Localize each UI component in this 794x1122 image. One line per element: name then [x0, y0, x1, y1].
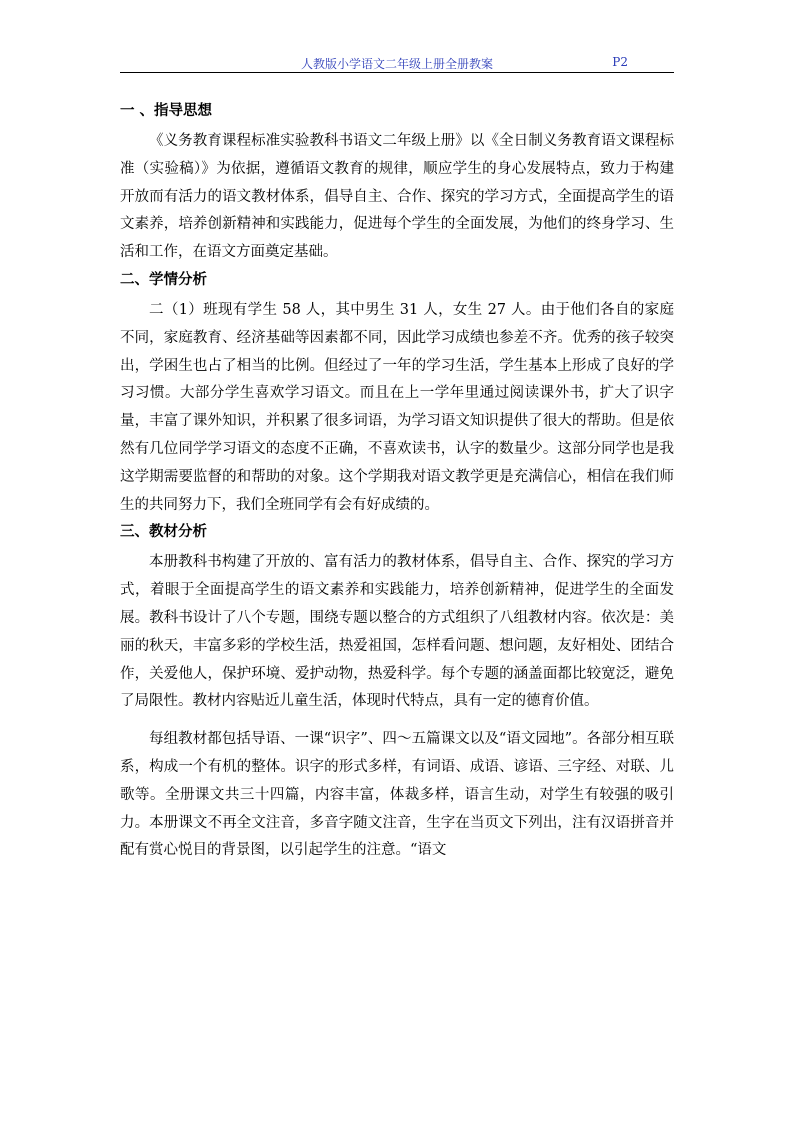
paragraph-guiding-ideology: 《义务教育课程标准实验教科书语文二年级上册》以《全日制义务教育语文课程标准（实验稿）》为依据，遵循语文教育的规律，顺应学生的身心发展特点，致力于构建开放而有活力的语文教材体系，倡导自主、合作、探究的学习方式，全面提高学生的语文素养，培养创新精神和实践能力，促进每个学生的全面发展，为他们的终身学习、生活和工作，在语文方面奠定基础。: [120, 133, 674, 261]
section-heading-guiding-ideology: 一 、指导思想: [120, 103, 213, 119]
section-heading-student-analysis: 二、学情分析: [120, 271, 207, 288]
header-page-number: P2: [612, 55, 628, 69]
page-header: [120, 52, 674, 73]
paragraph-textbook-analysis-1: 本册教科书构建了开放的、富有活力的教材体系，倡导自主、合作、探究的学习方式，着眼于全面提高学生的语文素养和实践能力，培养创新精神，促进学生的全面发展。教科书设计了八个专题，围绕专题以整合的方式组织了八组教材内容。依次是：美丽的秋天，丰富多彩的学校生活，热爱祖国，怎样看问题、想问题，友好相处、团结合作，关爱他人，保护环境、爱护动物，热爱科学。每个专题的涵盖面都比较宽泛，避免了局限性。教材内容贴近儿童生活，体现时代特点，具有一定的德育价值。: [120, 554, 674, 710]
paragraph-student-analysis: 二（1）班现有学生 58 人，其中男生 31 人，女生 27 人。由于他们各自的家庭不同，家庭教育、经济基础等因素都不同，因此学习成绩也参差不齐。优秀的孩子较突出，学困生也占了相当的比例。但经过了一年的学习生活，学生基本上形成了良好的学习习惯。大部分学生喜欢学习语文。而且在上一学年里通过阅读课外书，扩大了识字量，丰富了课外知识，并积累了很多词语，为学习语文知识提供了很大的帮助。但是依然有几位同学学习语文的态度不正确，不喜欢读书，认字的数量少。这部分同学也是我这学期需要监督的和帮助的对象。这个学期我对语文教学更是充满信心，相信在我们师生的共同努力下，我们全班同学有会有好成绩的。: [120, 301, 674, 513]
header-title: 人教版小学语文二年级上册全册教案: [300, 57, 493, 71]
document-body: [120, 101, 674, 865]
section-heading-textbook-analysis: 三、教材分析: [120, 524, 207, 541]
paragraph-textbook-analysis-2: 每组教材都包括导语、一课“识字”、四～五篇课文以及“语文园地”。各部分相互联系，构成一个有机的整体。识字的形式多样，有词语、成语、谚语、三字经、对联、儿歌等。全册课文共三十四篇，内容丰富，体裁多样，语言生动，对学生有较强的吸引力。本册课文不再全文注音，多音字随文注音，生字在当页文下列出，注有汉语拼音并配有赏心悦目的背景图，以引起学生的注意。“语文: [120, 731, 674, 859]
